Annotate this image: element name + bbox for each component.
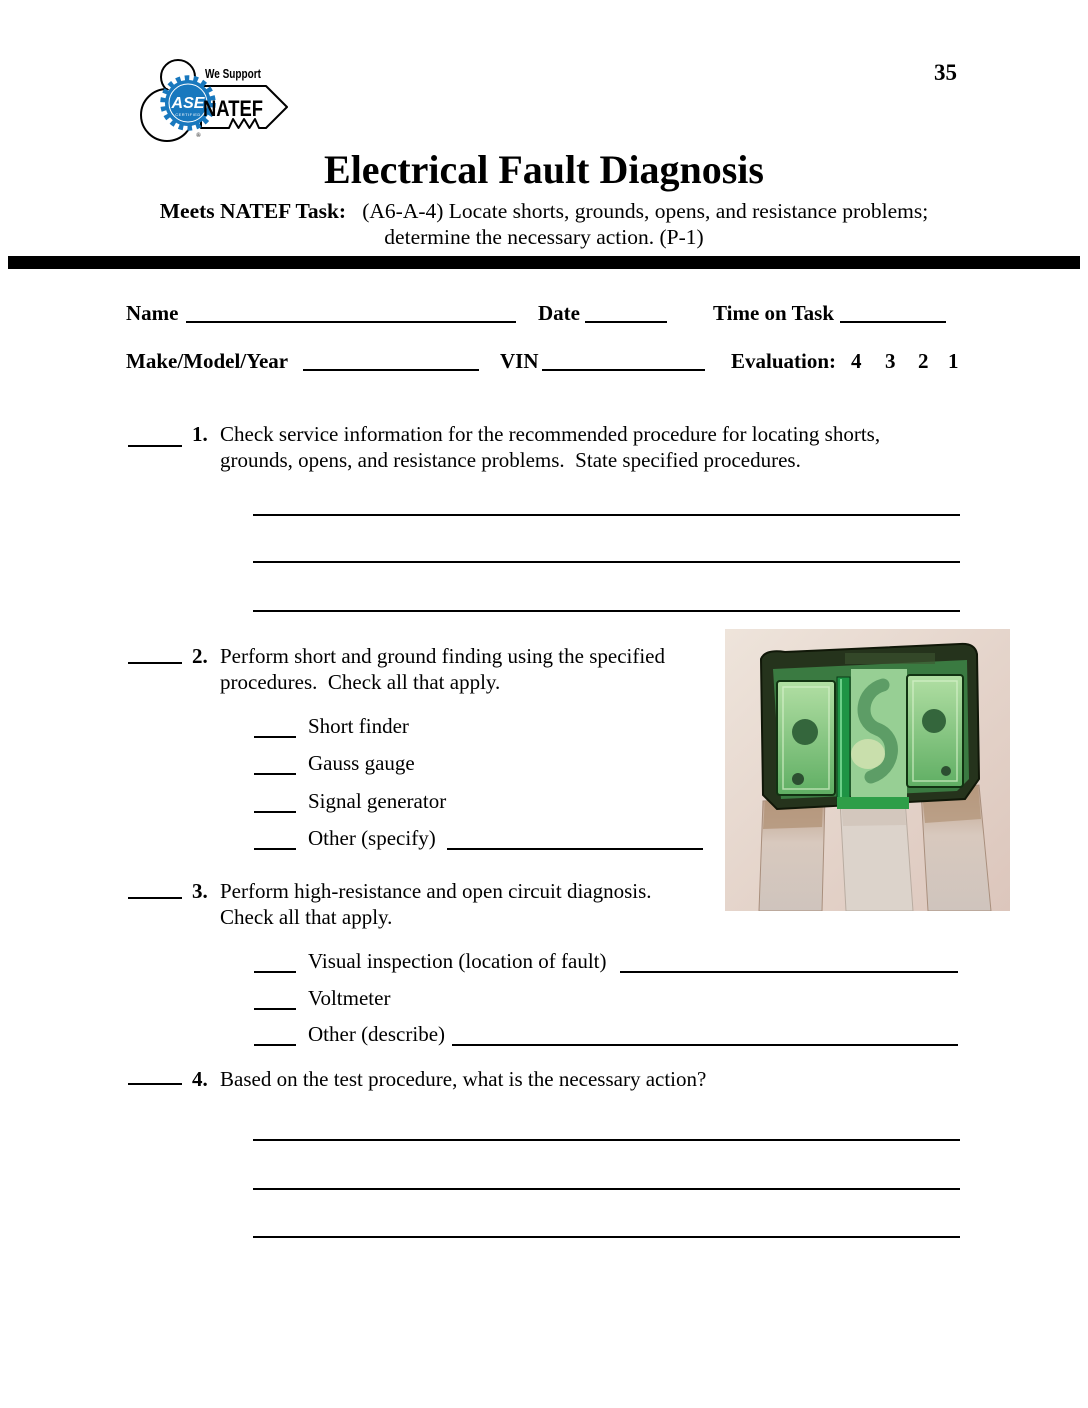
task2-option4-write-blank [447, 827, 703, 850]
task3-score-blank [128, 876, 182, 899]
task4-number: 4. [192, 1067, 208, 1091]
task4-write-line-3 [253, 1236, 960, 1238]
logo-registered-mark: ® [196, 132, 201, 139]
task3-number: 3. [192, 879, 208, 903]
task4-score-blank [128, 1062, 182, 1085]
task2-option3-checkblank [254, 790, 296, 813]
task1-number: 1. [192, 422, 208, 446]
task2-text: Perform short and ground finding using the specified procedures. Check all that apply. [220, 644, 671, 694]
task2-option4-checkblank [254, 827, 296, 850]
task2-option4-label: Other (specify) [308, 826, 436, 850]
time-on-task-blank [840, 300, 946, 323]
name-blank [186, 300, 516, 323]
task4-write-line-2 [253, 1188, 960, 1190]
fuse-photo [725, 629, 1010, 911]
natef-task-text: (A6-A-4) Locate shorts, grounds, opens, and resistance problems; [362, 199, 929, 223]
task2-score-blank [128, 641, 182, 664]
task3-option2-checkblank [254, 987, 296, 1010]
task2-option2-checkblank [254, 752, 296, 775]
task1-score-blank [128, 424, 182, 447]
make-model-year-label: Make/Model/Year [126, 349, 289, 373]
task2-option1-label: Short finder [308, 714, 409, 738]
ase-gear-label: ASE [171, 95, 205, 112]
meets-natef-task-label: Meets NATEF Task: [159, 199, 347, 223]
task3-text: Perform high-resistance and open circuit diagnosis. Check all that apply. [220, 879, 657, 929]
task3-option2-label: Voltmeter [308, 986, 391, 1010]
evaluation-score-3: 3 [885, 349, 896, 373]
make-model-year-blank [303, 348, 479, 371]
date-label: Date [538, 301, 580, 325]
evaluation-label: Evaluation: [731, 349, 837, 373]
evaluation-score-1: 1 [948, 349, 959, 373]
task1-text: Check service information for the recommended procedure for locating shorts, grounds, opens, and resistance problems. State specified procedures. [220, 422, 886, 472]
logo-natef-text: NATEF [203, 96, 263, 121]
page-number: 35 [934, 60, 957, 85]
task2-option2-label: Gauss gauge [308, 751, 415, 775]
natef-task-line2: determine the necessary action. (P-1) [384, 225, 704, 249]
ase-certified-label: CERTIFIED [175, 112, 201, 117]
task3-option3-label: Other (describe) [308, 1022, 446, 1046]
natef-task-line [0, 199, 1088, 224]
task2-option1-checkblank [254, 715, 296, 738]
page-title: Electrical Fault Diagnosis [324, 147, 764, 192]
task1-write-line-1 [253, 514, 960, 516]
logo-we-support-text: We Support [205, 67, 262, 81]
evaluation-score-4: 4 [851, 349, 862, 373]
task1-write-line-2 [253, 561, 960, 563]
vin-blank [542, 348, 705, 371]
task4-write-line-1 [253, 1139, 960, 1141]
name-label: Name [126, 301, 179, 325]
task3-option1-label: Visual inspection (location of fault) [308, 949, 607, 973]
task2-option3-label: Signal generator [308, 789, 447, 813]
date-blank [585, 300, 667, 323]
task3-option3-checkblank [254, 1023, 296, 1046]
task3-option1-write-blank [620, 950, 958, 973]
time-on-task-label: Time on Task [713, 301, 835, 325]
natef-ase-logo [128, 54, 296, 150]
task2-number: 2. [192, 644, 208, 668]
header-divider-rule [8, 256, 1080, 269]
vin-label: VIN [500, 349, 539, 373]
task3-option1-checkblank [254, 950, 296, 973]
task1-write-line-3 [253, 610, 960, 612]
evaluation-score-2: 2 [918, 349, 929, 373]
task4-text: Based on the test procedure, what is the necessary action? [220, 1067, 707, 1091]
task3-option3-write-blank [452, 1023, 958, 1046]
